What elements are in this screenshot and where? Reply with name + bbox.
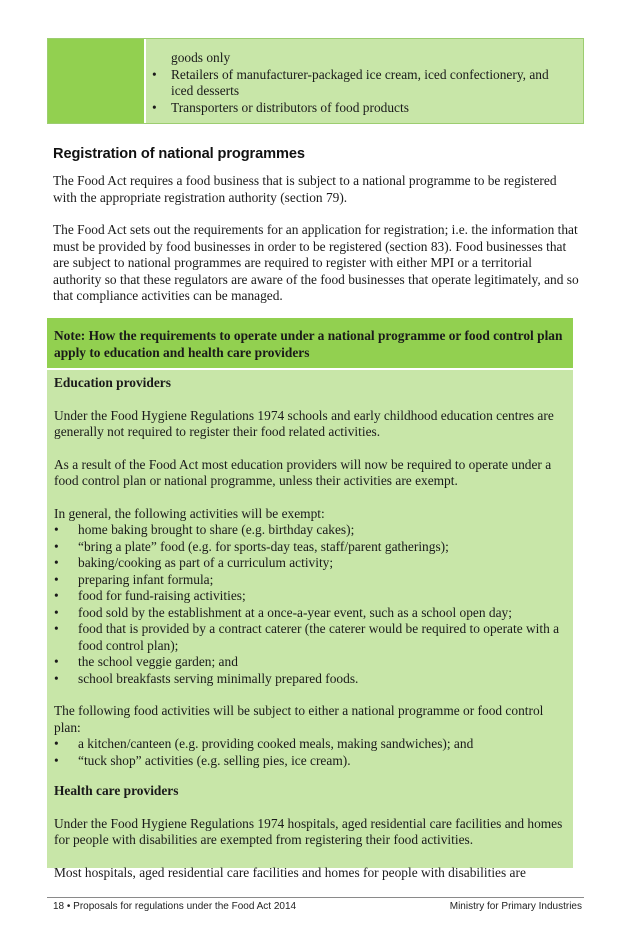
health-heading: Health care providers: [54, 783, 179, 798]
footer-divider: [47, 897, 584, 898]
list-item: • Retailers of manufacturer-packaged ice cream, iced confectionery, and iced desserts: [152, 67, 573, 100]
note-body: [47, 370, 573, 881]
note-title: Note: How the requirements to operate under a national programme or food control plan apply to education and health care providers: [47, 318, 573, 370]
footer-organisation: Ministry for Primary Industries: [449, 901, 582, 912]
list-item: • food for fund-raising activities;: [54, 588, 565, 605]
list-item: • “bring a plate” food (e.g. for sports-day teas, staff/parent gatherings);: [54, 539, 565, 556]
health-paragraph-1: Under the Food Hygiene Regulations 1974 hospitals, aged residential care facilities and homes for people with disabilities are exempted from registering their food activities.: [54, 815, 563, 847]
exempt-intro: In general, the following activities will be exempt:: [54, 505, 325, 521]
table-left-cell: [48, 39, 146, 123]
exempt-list: [54, 522, 565, 687]
subject-list: [54, 736, 565, 769]
list-item: • Transporters or distributors of food products: [152, 100, 573, 117]
table-right-cell: [146, 39, 583, 123]
subject-intro: The following food activities will be subject to either a national programme or food control plan:: [54, 703, 544, 735]
education-paragraph-2: As a result of the Food Act most education providers will now be required to operate under a food control plan or national programme, unless their activities are exempt.: [54, 456, 552, 488]
list-item: • “tuck shop” activities (e.g. selling pies, ice cream).: [54, 753, 565, 770]
health-paragraph-2: Most hospitals, aged residential care facilities and homes for people with disabilities are: [54, 864, 526, 880]
paragraph-requirements: The Food Act sets out the requirements for an application for registration; i.e. the information that must be provided by food businesses in order to be registered (section 83). Food businesses that are subject to national programmes are required to register with either MPI or a territorial authority so that these regulators are aware of the food businesses that operate legitimately, and so that compliance activities can be managed.: [53, 222, 579, 303]
table-bullet-list: [152, 50, 573, 116]
list-item: • food sold by the establishment at a once-a-year event, such as a school open day;: [54, 605, 565, 622]
list-item: • school breakfasts serving minimally prepared foods.: [54, 671, 565, 688]
section-heading: Registration of national programmes: [53, 146, 305, 162]
list-item: • a kitchen/canteen (e.g. providing cooked meals, making sandwiches); and: [54, 736, 565, 753]
list-item: • baking/cooking as part of a curriculum activity;: [54, 555, 565, 572]
list-item: • preparing infant formula;: [54, 572, 565, 589]
list-item: • food that is provided by a contract caterer (the caterer would be required to operate with a food control plan);: [54, 621, 565, 654]
paragraph-registration: The Food Act requires a food business that is subject to a national programme to be registered with the appropriate registration authority (section 79).: [53, 173, 557, 205]
education-paragraph-1: Under the Food Hygiene Regulations 1974 schools and early childhood education centres are generally not required to register their food related activities.: [54, 407, 554, 439]
footer-page-label: 18 • Proposals for regulations under the Food Act 2014: [53, 901, 297, 912]
list-item: • the school veggie garden; and: [54, 654, 565, 671]
continued-table: [47, 38, 584, 124]
education-heading: Education providers: [54, 375, 171, 390]
list-item: • home baking brought to share (e.g. birthday cakes);: [54, 522, 565, 539]
note-box: [47, 318, 573, 880]
list-item: goods only: [171, 50, 231, 65]
